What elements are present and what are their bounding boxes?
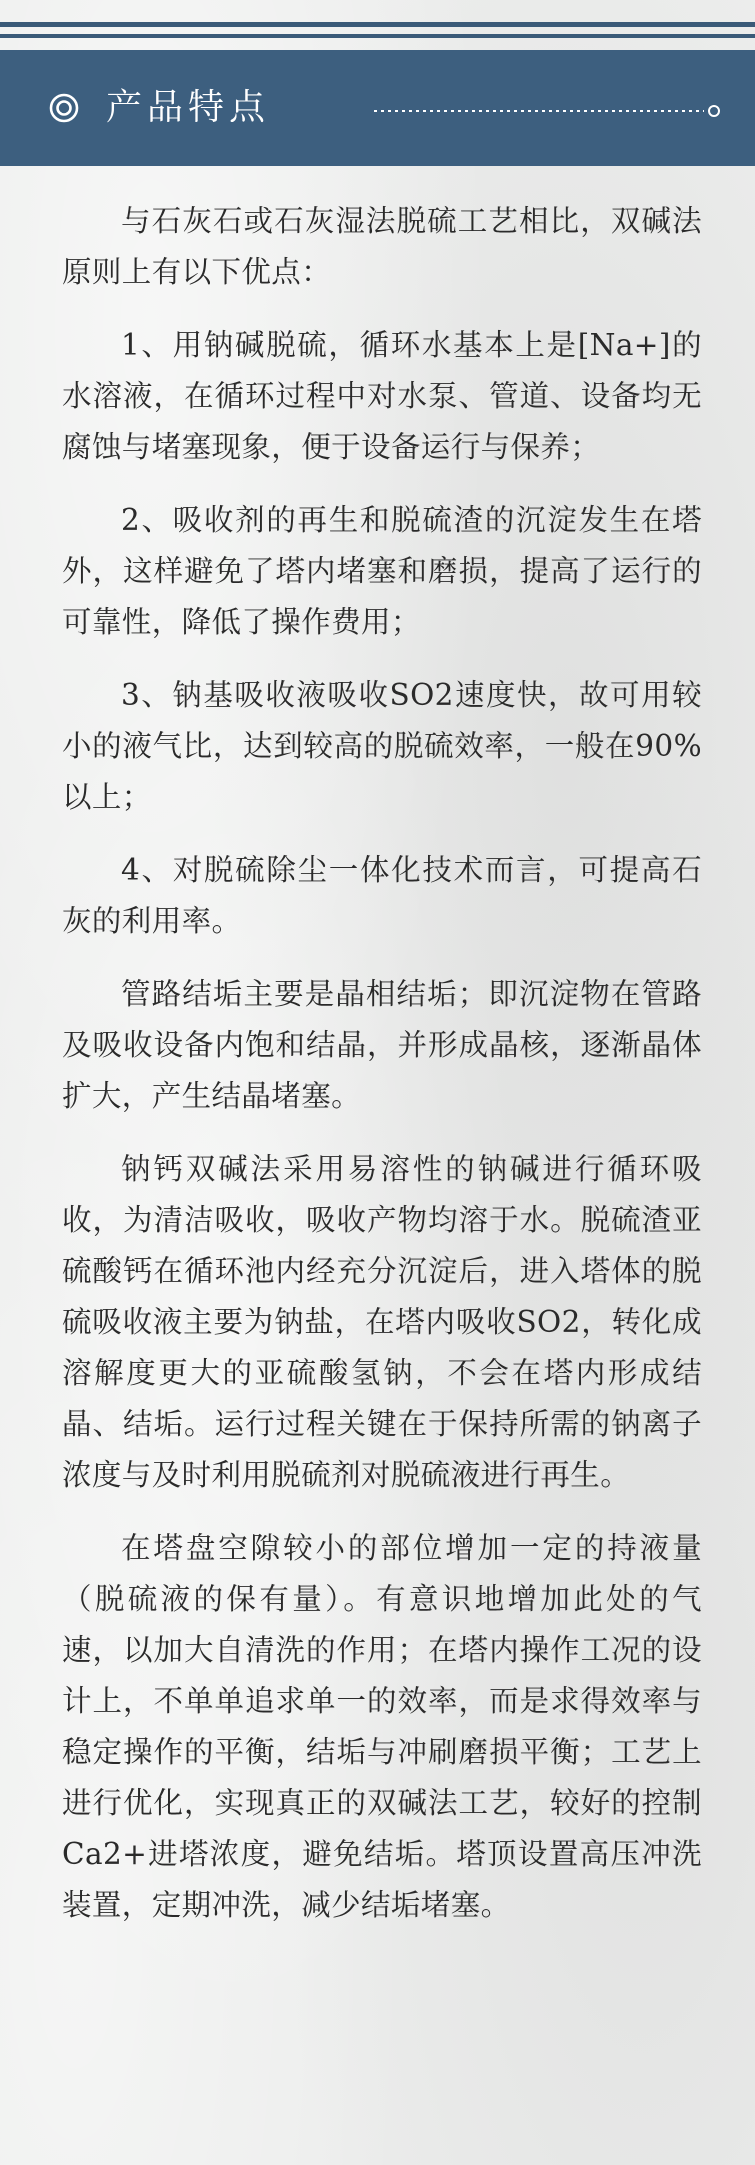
section-header-banner bbox=[0, 50, 755, 166]
paragraph-intro: 与石灰石或石灰湿法脱硫工艺相比，双碱法原则上有以下优点： bbox=[62, 204, 702, 289]
paragraph-advantage-2: 2、吸收剂的再生和脱硫渣的沉淀发生在塔外，这样避免了塔内堵塞和磨损，提高了运行的可靠性，降低了操作费用； bbox=[62, 503, 702, 639]
article-body bbox=[62, 196, 702, 1953]
paragraph-advantage-1: 1、用钠碱脱硫，循环水基本上是[Na+]的水溶液，在循环过程中对水泵、管道、设备均无腐蚀与堵塞现象，便于设备运行与保养； bbox=[62, 328, 702, 464]
paragraph-advantage-3: 3、钠基吸收液吸收SO2速度快，故可用较小的液气比，达到较高的脱硫效率，一般在90%以上； bbox=[62, 678, 702, 814]
paragraph-process: 钠钙双碱法采用易溶性的钠碱进行循环吸收，为清洁吸收，吸收产物均溶于水。脱硫渣亚硫酸钙在循环池内经充分沉淀后，进入塔体的脱硫吸收液主要为钠盐，在塔内吸收SO2，转化成溶解度更大的亚硫酸氢钠，不会在塔内形成结晶、结垢。运行过程关键在于保持所需的钠离子浓度与及时利用脱硫剂对脱硫液进行再生。 bbox=[62, 1152, 702, 1492]
top-stripe-thin bbox=[0, 34, 755, 38]
top-stripe bbox=[0, 22, 755, 27]
paragraph-measures: 在塔盘空隙较小的部位增加一定的持液量（脱硫液的保有量）。有意识地增加此处的气速，以加大自清洗的作用；在塔内操作工况的设计上，不单单追求单一的效率，而是求得效率与稳定操作的平衡，结垢与冲刷磨损平衡；工艺上进行优化，实现真正的双碱法工艺，较好的控制Ca2+进塔浓度，避免结垢。塔顶设置高压冲洗装置，定期冲洗，减少结垢堵塞。 bbox=[62, 1531, 702, 1922]
double-circle-icon bbox=[48, 92, 80, 124]
dotted-divider-line bbox=[372, 104, 724, 118]
paragraph-scaling: 管路结垢主要是晶相结垢；即沉淀物在管路及吸收设备内饱和结晶，并形成晶核，逐渐晶体扩大，产生结晶堵塞。 bbox=[62, 977, 702, 1113]
paragraph-advantage-4: 4、对脱硫除尘一体化技术而言，可提高石灰的利用率。 bbox=[62, 853, 702, 938]
section-title: 产品特点 bbox=[106, 87, 271, 128]
